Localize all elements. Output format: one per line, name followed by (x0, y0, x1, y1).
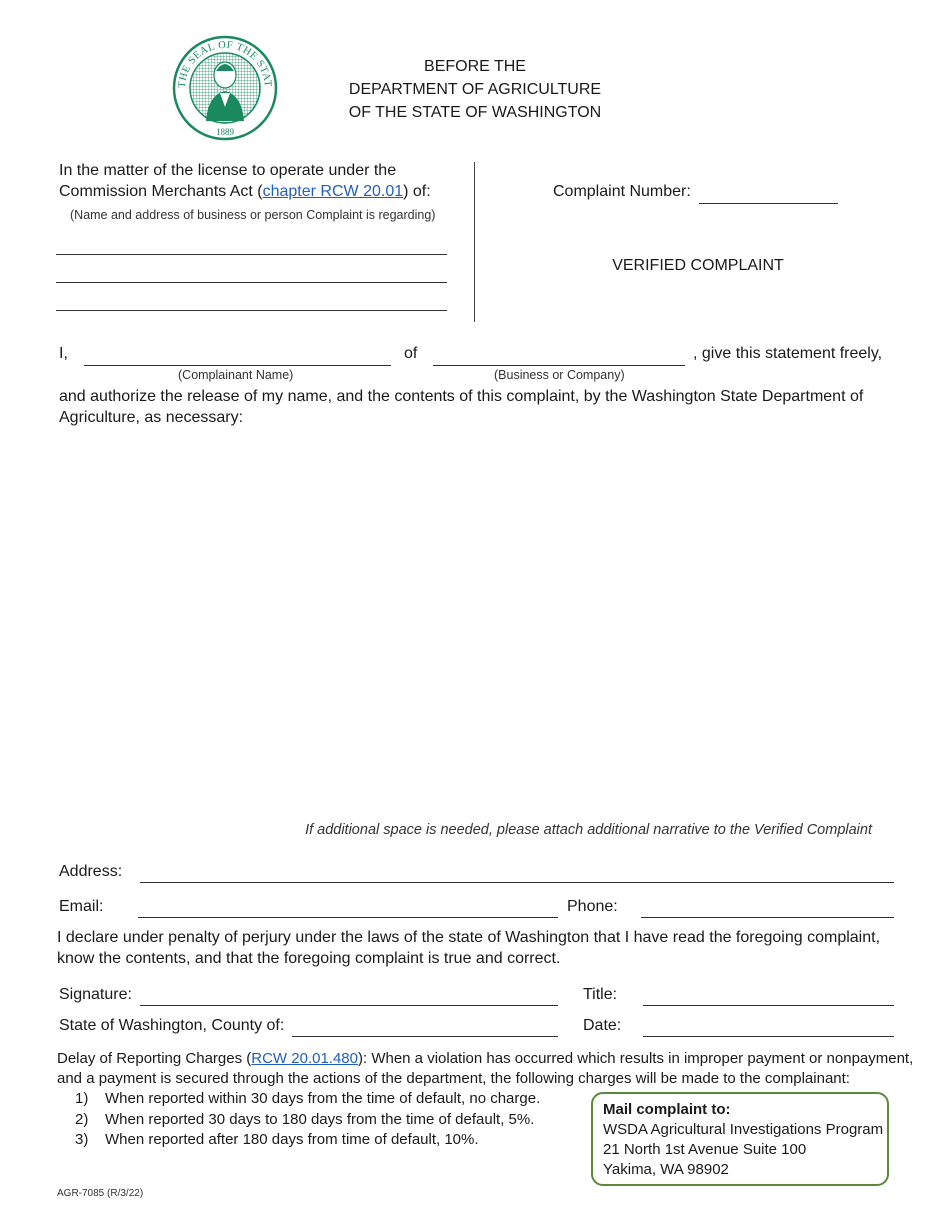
address-label: Address: (59, 863, 123, 880)
complainant-name-field[interactable] (84, 347, 391, 366)
mail-complaint-box (591, 1092, 889, 1186)
matter-line-1: In the matter of the license to operate under the (59, 162, 397, 179)
header-line-2: DEPARTMENT OF AGRICULTURE (348, 81, 602, 98)
list-item: 2) When reported 30 days to 180 days from the time of default, 5%. (75, 1110, 535, 1128)
delay-line-1: Delay of Reporting Charges (RCW 20.01.480): When a violation has occurred which results in improper payment or nonpayment, (57, 1050, 914, 1067)
phone-label: Phone: (567, 898, 618, 915)
of-label: of (404, 345, 418, 362)
rcw-20-01-480-link[interactable]: RCW 20.01.480 (251, 1050, 358, 1067)
mail-heading: Mail complaint to: (603, 1101, 731, 1118)
rcw-chapter-link[interactable]: chapter RCW 20.01 (262, 183, 404, 200)
signature-field[interactable] (140, 987, 558, 1006)
header-line-3: OF THE STATE OF WASHINGTON (348, 104, 602, 121)
title-label: Title: (583, 986, 618, 1003)
date-label: Date: (583, 1017, 622, 1034)
email-label: Email: (59, 898, 104, 915)
title-field[interactable] (643, 987, 894, 1006)
complainant-name-caption: (Complainant Name) (178, 368, 294, 382)
freely-text: , give this statement freely, (693, 345, 883, 362)
list-item: 3) When reported after 180 days from time of default, 10%. (75, 1131, 479, 1148)
authorize-text: and authorize the release of my name, and the contents of this complaint, by the Washington State Department of Agriculture, as necessary: (59, 388, 864, 426)
mail-line-2: 21 North 1st Avenue Suite 100 (603, 1141, 807, 1158)
seal-text: THE SEAL OF THE STAT (176, 39, 274, 89)
matter-caption: (Name and address of business or person Complaint is regarding) (70, 208, 436, 222)
form-id: AGR-7085 (R/3/22) (57, 1188, 144, 1199)
email-field[interactable] (138, 899, 558, 918)
header-line-1: BEFORE THE (424, 58, 526, 75)
county-field[interactable] (292, 1018, 558, 1037)
business-caption: (Business or Company) (494, 368, 625, 382)
verified-complaint-title: VERIFIED COMPLAINT (612, 257, 784, 274)
state-seal (172, 35, 278, 141)
date-field[interactable] (643, 1018, 894, 1037)
matter-name-field-2[interactable] (56, 264, 447, 283)
i-label: I, (59, 345, 68, 362)
delay-line-2: and a payment is secured through the actions of the department, the following charges will be made to the complainant: (57, 1070, 850, 1087)
address-field[interactable] (140, 864, 894, 883)
additional-space-note: If additional space is needed, please attach additional narrative to the Verified Complaint (305, 822, 872, 838)
mail-line-1: WSDA Agricultural Investigations Program (603, 1121, 884, 1138)
matter-name-field-1[interactable] (56, 236, 447, 255)
phone-field[interactable] (641, 899, 894, 918)
county-label: State of Washington, County of: (59, 1017, 285, 1034)
list-item: 1) When reported within 30 days from the time of default, no charge. (75, 1090, 541, 1107)
mail-line-3: Yakima, WA 98902 (603, 1161, 729, 1178)
declaration-text: I declare under penalty of perjury under the laws of the state of Washington that I have read the foregoing complaint, know the contents, and that the foregoing complaint is true and correct. (57, 929, 881, 967)
complaint-number-field[interactable] (699, 185, 838, 204)
business-field[interactable] (433, 347, 685, 366)
charges-list (58, 1089, 540, 1151)
complaint-number-label: Complaint Number: (553, 183, 691, 200)
column-divider (474, 162, 475, 322)
signature-label: Signature: (59, 986, 132, 1003)
matter-line-2: Commission Merchants Act (chapter RCW 20.01) of: (59, 183, 431, 200)
matter-name-field-3[interactable] (56, 292, 447, 311)
seal-year: 1889 (216, 127, 234, 137)
narrative-textarea[interactable] (58, 435, 898, 819)
